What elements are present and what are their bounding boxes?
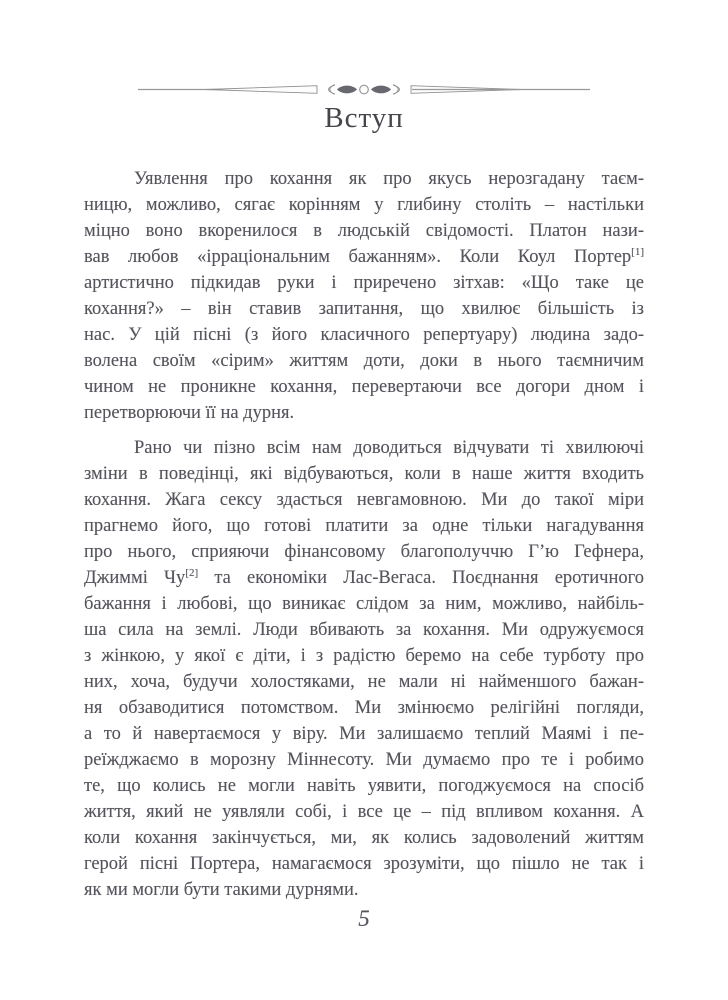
text-line: них, хоча, будучи холостяками, не мали ні найменшого бажан-: [84, 672, 644, 692]
chevron-left-icon: [330, 85, 335, 94]
text-line: кохання. Жага сексу здасться невгамовною. Ми до такої міри: [84, 490, 644, 510]
text-line: з жінкою, у якої є діти, і з радістю беремо на себе турботу про: [84, 646, 644, 666]
text-line: артистично підкидав руки і приречено зітхав: «Що таке це: [84, 273, 644, 293]
text-line: ня обзаводитися потомством. Ми змінюємо релігійні погляди,: [84, 698, 644, 718]
circle-center-icon: [360, 85, 369, 94]
text-line: зміни в поведінці, які відбуваються, коли в наше життя входить: [84, 464, 644, 484]
chapter-title: Вступ: [324, 102, 404, 134]
text-line: міцно воно вкоренилося в людській свідомості. Платон нази-: [84, 221, 644, 241]
text-line: нас. У цій пісні (з його класичного репертуару) людина задо-: [84, 325, 644, 345]
text-line: Уявлення про кохання як про якусь нерозгадану таєм-: [134, 169, 644, 189]
text-line: вав любов «ірраціональним бажанням». Коли Коул Портер[1]: [84, 245, 644, 267]
text-line: а то й навертаємося у віру. Ми залишаємо теплий Маямі і пе-: [84, 724, 644, 744]
paragraph: [84, 166, 644, 426]
body-text: [84, 166, 644, 903]
divider-ornament-graphic: [136, 81, 592, 98]
chevron-right-icon: [393, 85, 398, 94]
text-line: про нього, сприяючи фінансовому благополуччю Г’ю Гефнера,: [84, 542, 644, 562]
text-line: ницю, можливо, сягає корінням у глибину століть – настільки: [84, 195, 644, 215]
text-line: волена своїм «сірим» життям доти, доки в нього таємничим: [84, 351, 644, 371]
text-line: життя, який не уявляли собі, і все це – під впливом кохання. А: [84, 802, 644, 822]
text-line: ша сила на землі. Люди вбивають за кохання. Ми одружуємося: [84, 620, 644, 640]
text-line: прагнемо його, що готові платити за одне тільки нагадування: [84, 516, 644, 536]
text-line: перетворюючи її на дурня.: [84, 403, 295, 423]
text-line: кохання?» – він ставив запитання, що хвилює більшість із: [84, 299, 644, 319]
footnote-marker: [2]: [185, 566, 199, 579]
page-number: 5: [358, 906, 370, 931]
text-line: Джиммі Чу[2] та економіки Лас-Вегаса. Поєднання еротичного: [84, 566, 644, 588]
diamond-left-icon: [337, 86, 357, 94]
text-line: чином не проникне кохання, перевертаючи все догори дном і: [84, 377, 644, 397]
text-line: герой пісні Портера, намагаємося зрозуміти, що пішло не так і: [84, 854, 644, 874]
text-line: бажання і любові, що виникає слідом за ним, можливо, найбіль-: [84, 594, 644, 614]
paragraph: [84, 435, 644, 903]
text-line: Рано чи пізно всім нам доводиться відчувати ті хвилюючі: [134, 438, 644, 458]
text-line: реїжджаємо в морозну Міннесоту. Ми думаємо про те і робимо: [84, 750, 644, 770]
chapter-divider-ornament: [136, 81, 592, 98]
text-line: те, що колись не могли навіть уявити, погоджуємося на спосіб: [84, 776, 644, 796]
text-line: коли кохання закінчується, ми, як колись задоволений життям: [84, 828, 644, 848]
text-line: як ми могли бути такими дурнями.: [84, 880, 359, 900]
diamond-right-icon: [371, 86, 391, 94]
footnote-marker: [1]: [631, 245, 644, 258]
